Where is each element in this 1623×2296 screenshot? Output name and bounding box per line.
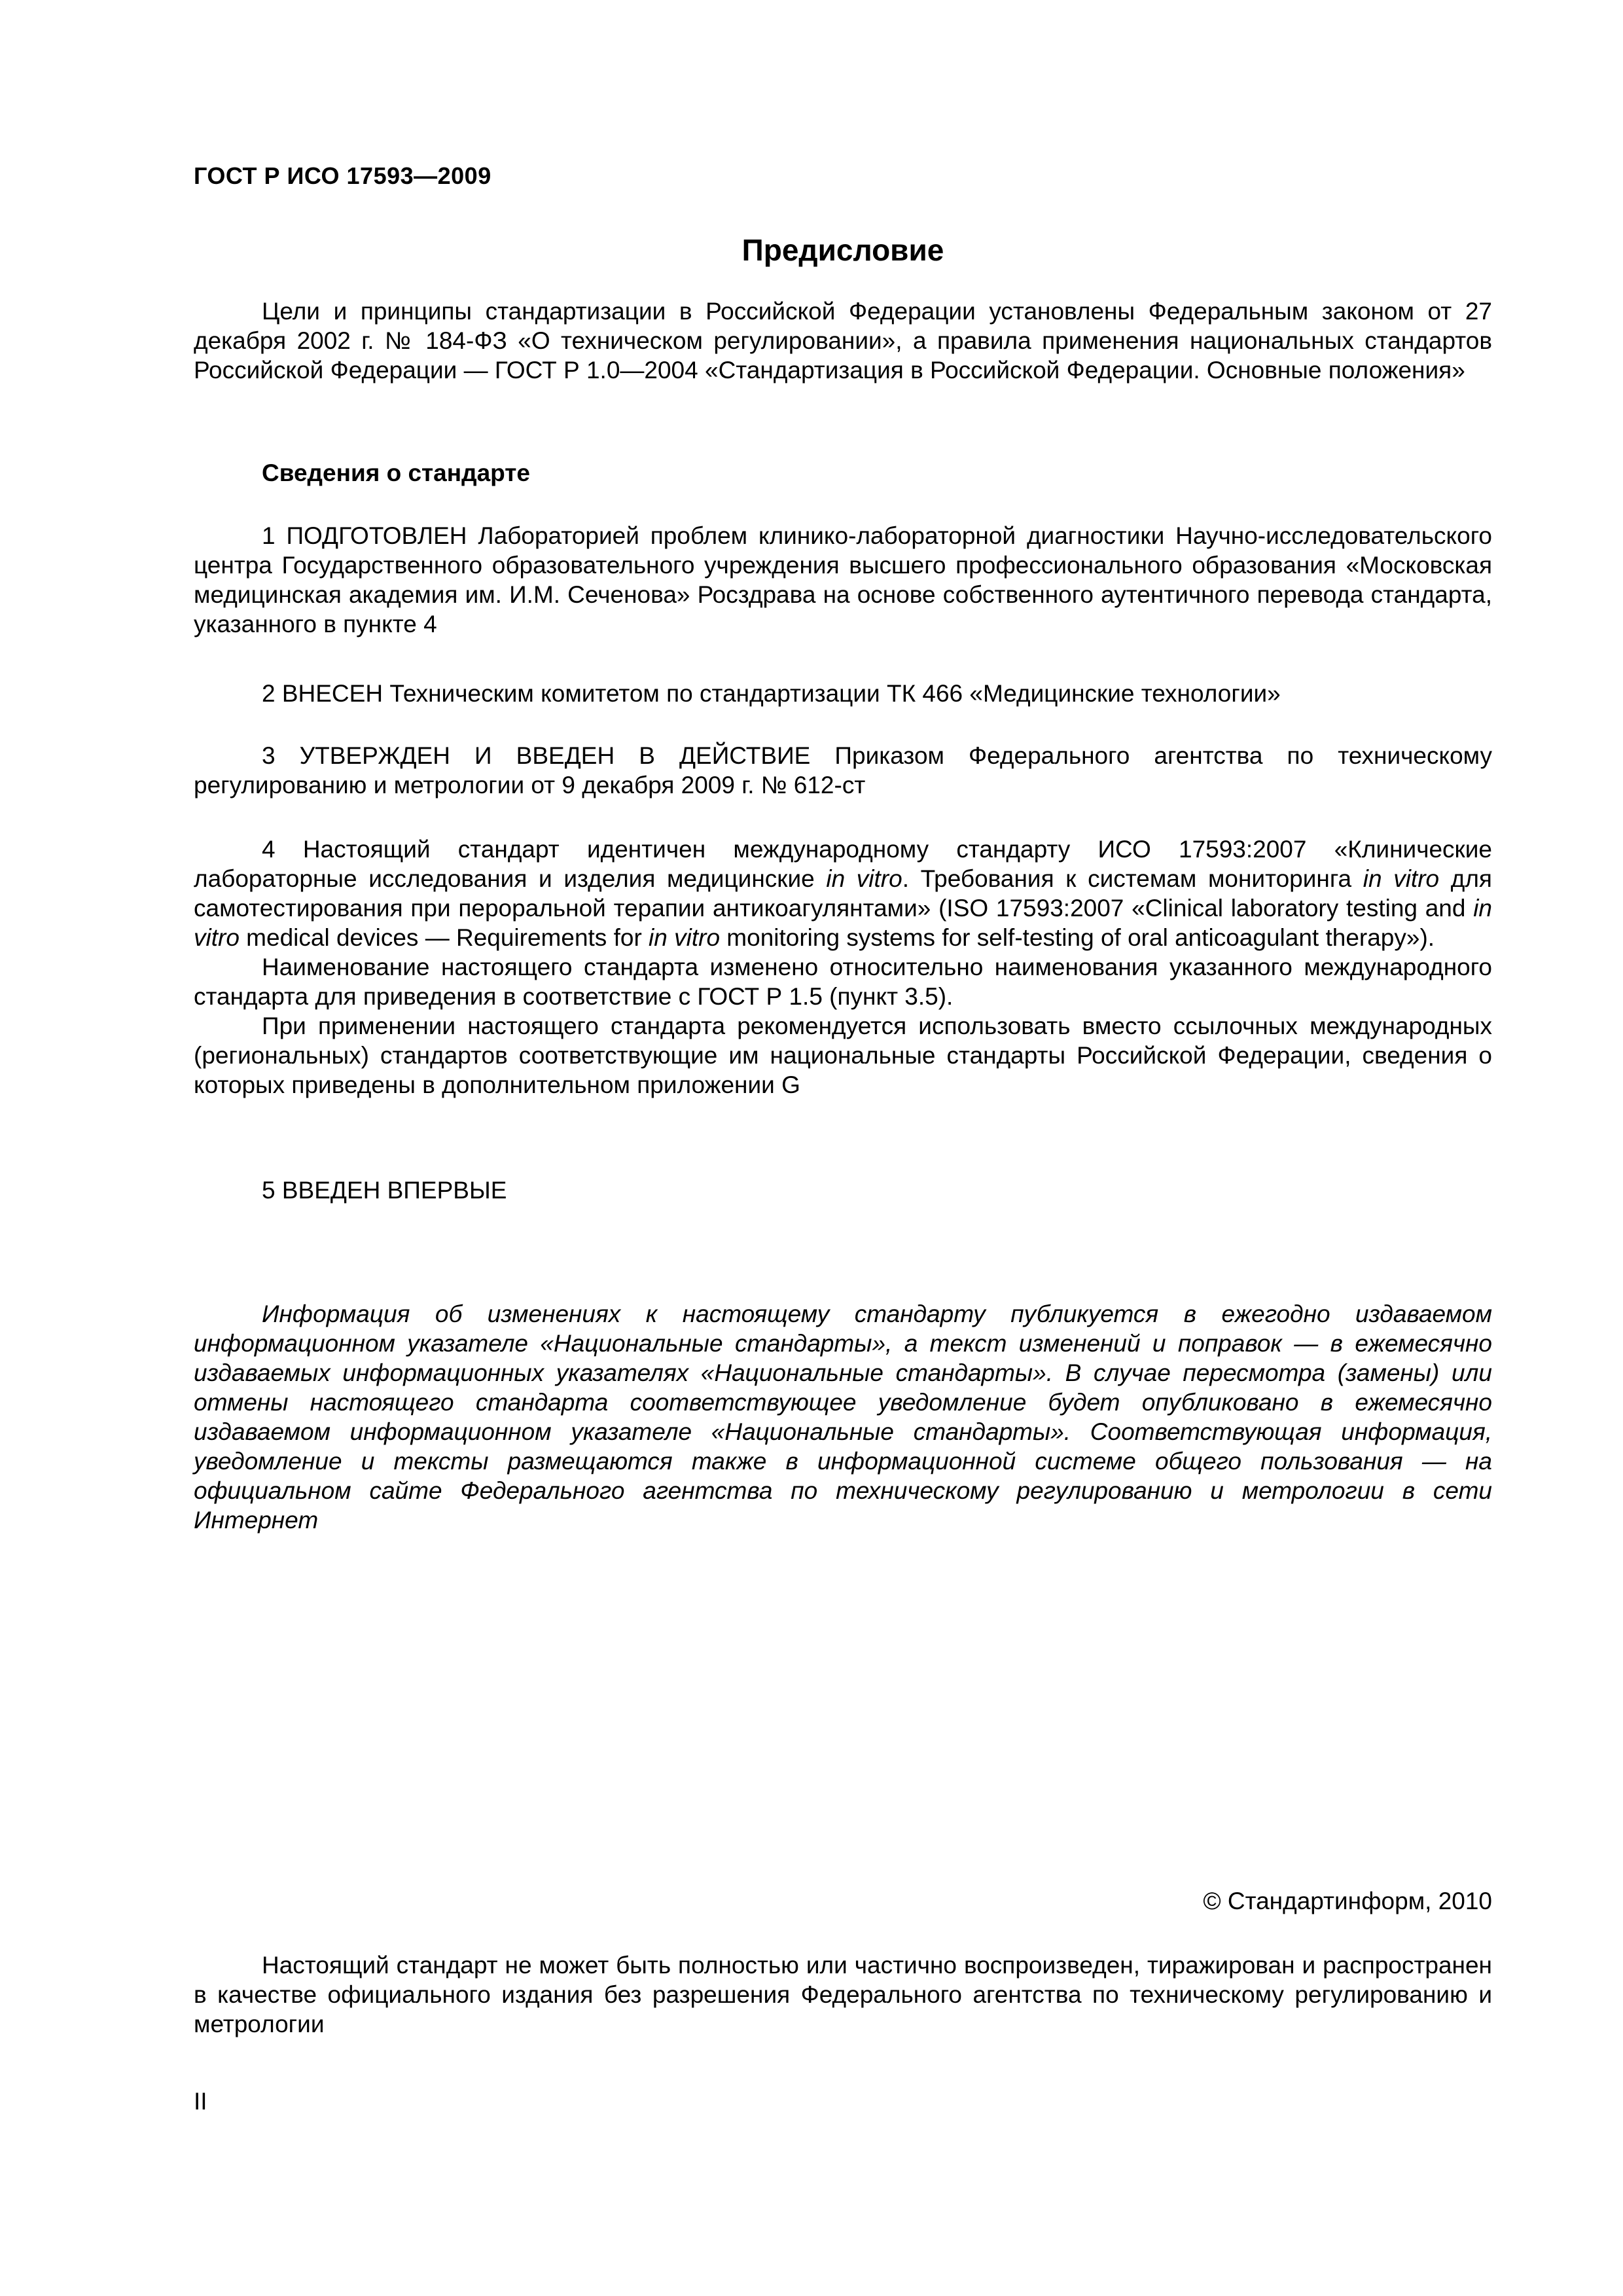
copyright: © Стандартинформ, 2010	[1203, 1888, 1492, 1914]
item-5	[194, 1175, 1492, 1205]
item-4-italic-4: in vitro	[649, 924, 721, 951]
intro-text: Цели и принципы стандартизации в Российской Федерации установлены Федеральным законом от 27 декабря 2002 г. № 184-ФЗ «О техническом регулировании», а правила применения национальных стандартов Российской Федерации — ГОСТ Р 1.0—2004 «Стандартизация в Российской Федерации. Основные положения»	[194, 298, 1492, 384]
item-4-part3: для самотестирования при пероральной терапии антикоагулянтами» (ISO 17593:2007 «Clinical laboratory testing and	[194, 865, 1492, 922]
item-4-references: При применении настоящего стандарта рекомендуется использовать вместо ссылочных международных (региональных) стандартов соответствующие им национальные стандарты Российской Федерации, сведения о которых приведены в дополнительном приложении G	[194, 1013, 1492, 1098]
reproduction-notice	[194, 1950, 1492, 2039]
item-4-part4: medical devices — Requirements for	[239, 924, 649, 951]
page-title: Предисловие	[741, 233, 944, 267]
section-heading: Сведения о стандарте	[262, 459, 530, 486]
item-3	[194, 741, 1492, 800]
item-4-part2: . Требования к системам мониторинга	[902, 865, 1363, 892]
item-1	[194, 521, 1492, 639]
page-number: II	[194, 2088, 207, 2115]
item-4-italic-2: in vitro	[1363, 865, 1440, 892]
item-3-text: 3 УТВЕРЖДЕН И ВВЕДЕН В ДЕЙСТВИЕ Приказом Федерального агентства по техническому регулированию и метрологии от 9 декабря 2009 г. № 612-ст	[194, 742, 1492, 798]
item-4-name-change: Наименование настоящего стандарта изменено относительно наименования указанного международного стандарта для приведения в соответствие с ГОСТ Р 1.5 (пункт 3.5).	[194, 954, 1492, 1010]
item-4-italic-1: in vitro	[826, 865, 902, 892]
change-notice-text: Информация об изменениях к настоящему стандарту публикуется в ежегодно издаваемом информационном указателе «Национальные стандарты», а текст изменений и поправок — в ежемесячно издаваемых информационных указателях «Национальные стандарты». В случае пересмотра (замены) или отмены настоящего стандарта соответствующее уведомление будет опубликовано в ежемесячно издаваемом информационном указателе «Национальные стандарты». Соответствующая информация, уведомление и тексты размещаются также в информационной системе общего пользования — на официальном сайте Федерального агентства по техническому регулированию и метрологии в сети Интернет	[194, 1300, 1492, 1534]
item-4-part5: monitoring systems for self-testing of oral anticoagulant therapy»).	[720, 924, 1435, 951]
item-4	[194, 834, 1492, 1100]
item-2-text: 2 ВНЕСЕН Техническим комитетом по стандартизации ТК 466 «Медицинские технологии»	[262, 680, 1281, 707]
item-4-text	[194, 834, 1492, 952]
intro-paragraph	[194, 296, 1492, 385]
document-code: ГОСТ Р ИСО 17593—2009	[194, 162, 491, 189]
reproduction-notice-text: Настоящий стандарт не может быть полностью или частично воспроизведен, тиражирован и распространен в качестве официального издания без разрешения Федерального агентства по техническому регулированию и метрологии	[194, 1952, 1492, 2037]
item-4-part1: 4 Настоящий стандарт идентичен международному стандарту ИСО 17593:2007 «Клинические лабораторные исследования и изделия медицинские	[194, 836, 1492, 892]
item-1-text: 1 ПОДГОТОВЛЕН Лабораторией проблем клинико-лабораторной диагностики Научно-исследовательского центра Государственного образовательного учреждения высшего профессионального образования «Московская медицинская академия им. И.М. Сеченова» Росздрава на основе собственного аутентичного перевода стандарта, указанного в пункте 4	[194, 522, 1492, 637]
item-4-italic-3: in vitro	[194, 895, 1492, 951]
item-5-text: 5 ВВЕДЕН ВПЕРВЫЕ	[262, 1177, 507, 1204]
item-2	[194, 679, 1492, 708]
change-notice	[194, 1299, 1492, 1535]
